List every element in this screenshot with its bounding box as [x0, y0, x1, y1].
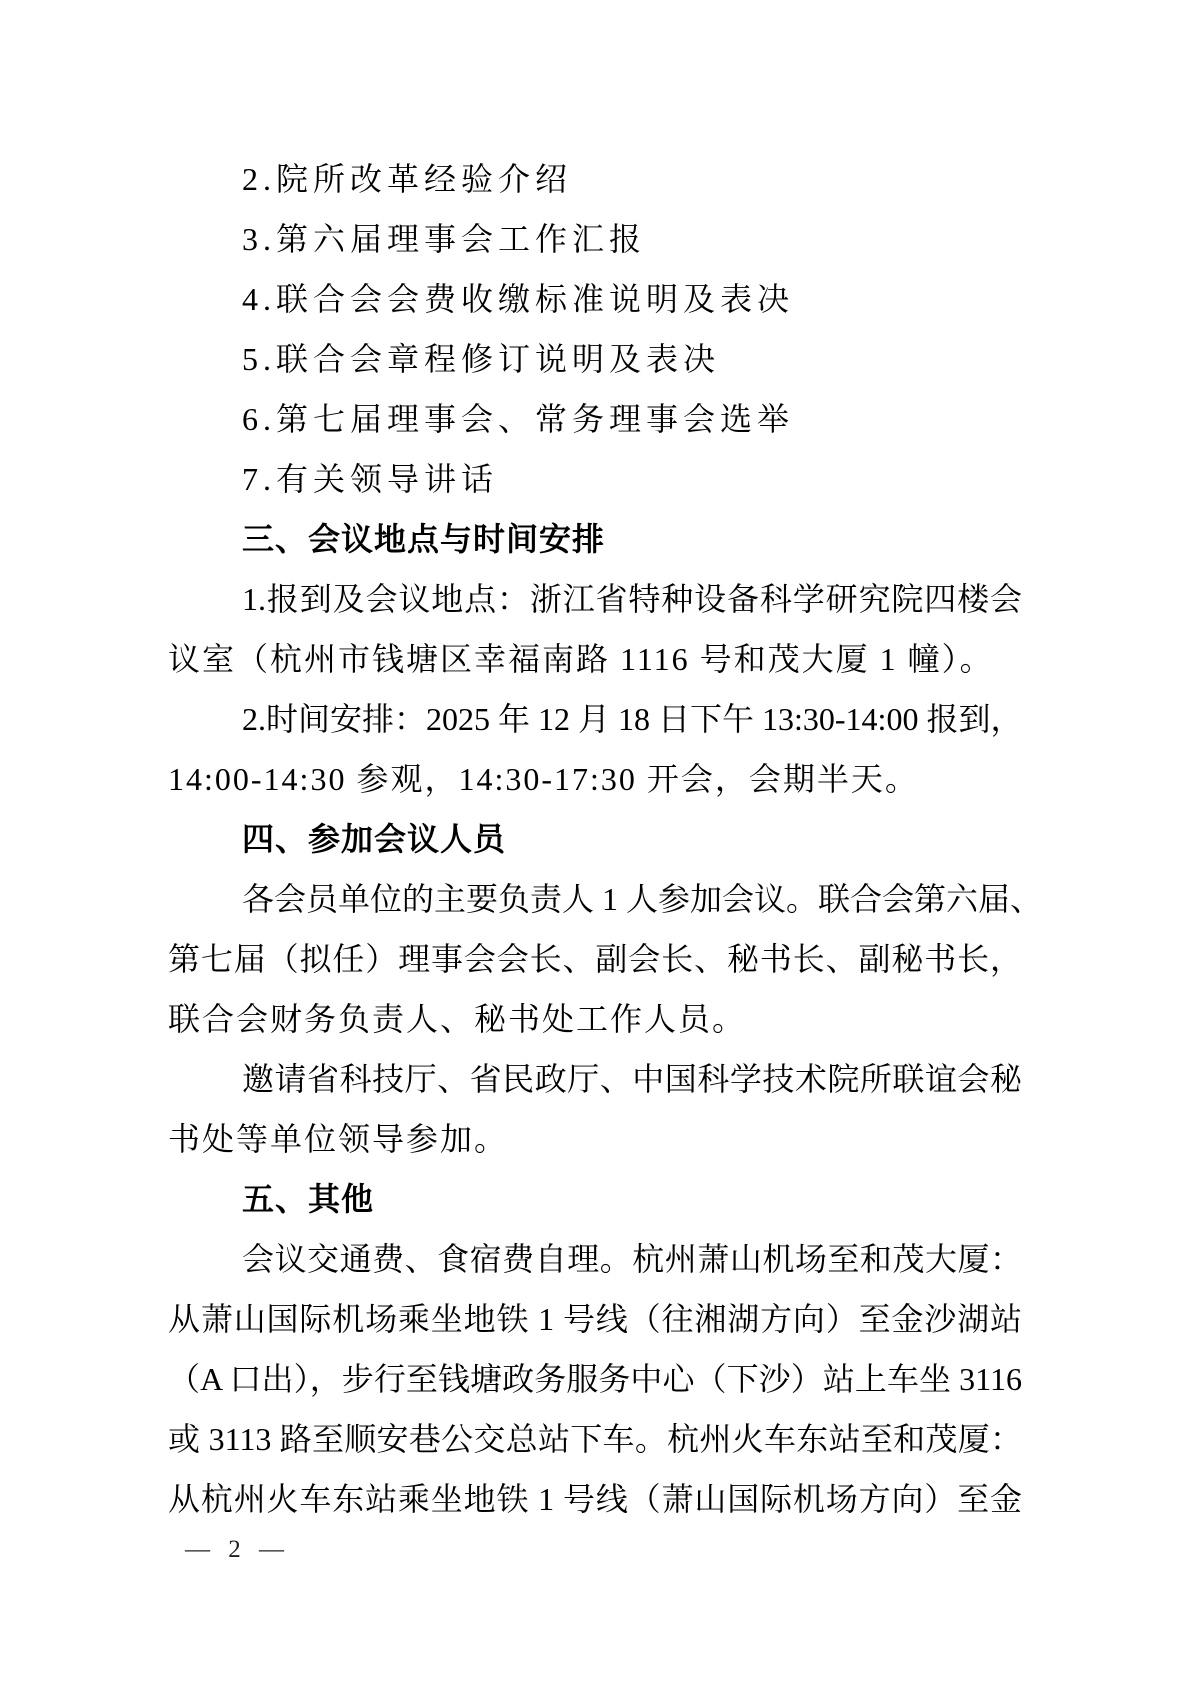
- agenda-item: 7.有关领导讲话: [242, 461, 499, 497]
- paragraph-line: 从杭州火车东站乘坐地铁 1 号线（萧山国际机场方向）至金: [168, 1481, 1022, 1517]
- paragraph-line: 联合会财务负责人、秘书处工作人员。: [168, 1001, 747, 1037]
- paragraph-line: 14:00-14:30 参观，14:30-17:30 开会，会期半天。: [168, 761, 919, 797]
- agenda-item: 2.院所改革经验介绍: [242, 161, 573, 197]
- agenda-item: 5.联合会章程修订说明及表决: [242, 341, 721, 377]
- paragraph-line: 2.时间安排：2025 年 12 月 18 日下午 13:30-14:00 报到，: [242, 701, 1023, 737]
- agenda-item: 4.联合会会费收缴标准说明及表决: [242, 281, 795, 317]
- agenda-item: 3.第六届理事会工作汇报: [242, 221, 647, 257]
- paragraph-line: 邀请省科技厅、省民政厅、中国科学技术院所联谊会秘: [242, 1061, 1022, 1097]
- paragraph-line: 各会员单位的主要负责人 1 人参加会议。联合会第六届、: [242, 881, 1043, 917]
- paragraph-line: 会议交通费、食宿费自理。杭州萧山机场至和茂大厦：: [242, 1241, 1022, 1277]
- paragraph-line: 1.报到及会议地点：浙江省特种设备科学研究院四楼会: [242, 581, 1022, 617]
- document-body: [168, 149, 1043, 1529]
- paragraph-line: 或 3113 路至顺安巷公交总站下车。杭州火车东站至和茂厦：: [168, 1421, 1022, 1457]
- paragraph-line: （A 口出），步行至钱塘政务服务中心（下沙）站上车坐 3116: [168, 1361, 1022, 1397]
- paragraph-line: 从萧山国际机场乘坐地铁 1 号线（往湘湖方向）至金沙湖站: [168, 1301, 1022, 1337]
- paragraph-line: 第七届（拟任）理事会会长、副会长、秘书长、副秘书长，: [168, 941, 1022, 977]
- section-heading: 三、会议地点与时间安排: [242, 521, 606, 557]
- page-number: — 2 —: [185, 1536, 286, 1563]
- paragraph-line: 议室（杭州市钱塘区幸福南路 1116 号和茂大厦 1 幢）。: [168, 641, 994, 677]
- section-heading: 五、其他: [242, 1181, 375, 1217]
- paragraph-line: 书处等单位领导参加。: [168, 1121, 509, 1157]
- section-heading: 四、参加会议人员: [242, 821, 507, 857]
- agenda-item: 6.第七届理事会、常务理事会选举: [242, 401, 795, 437]
